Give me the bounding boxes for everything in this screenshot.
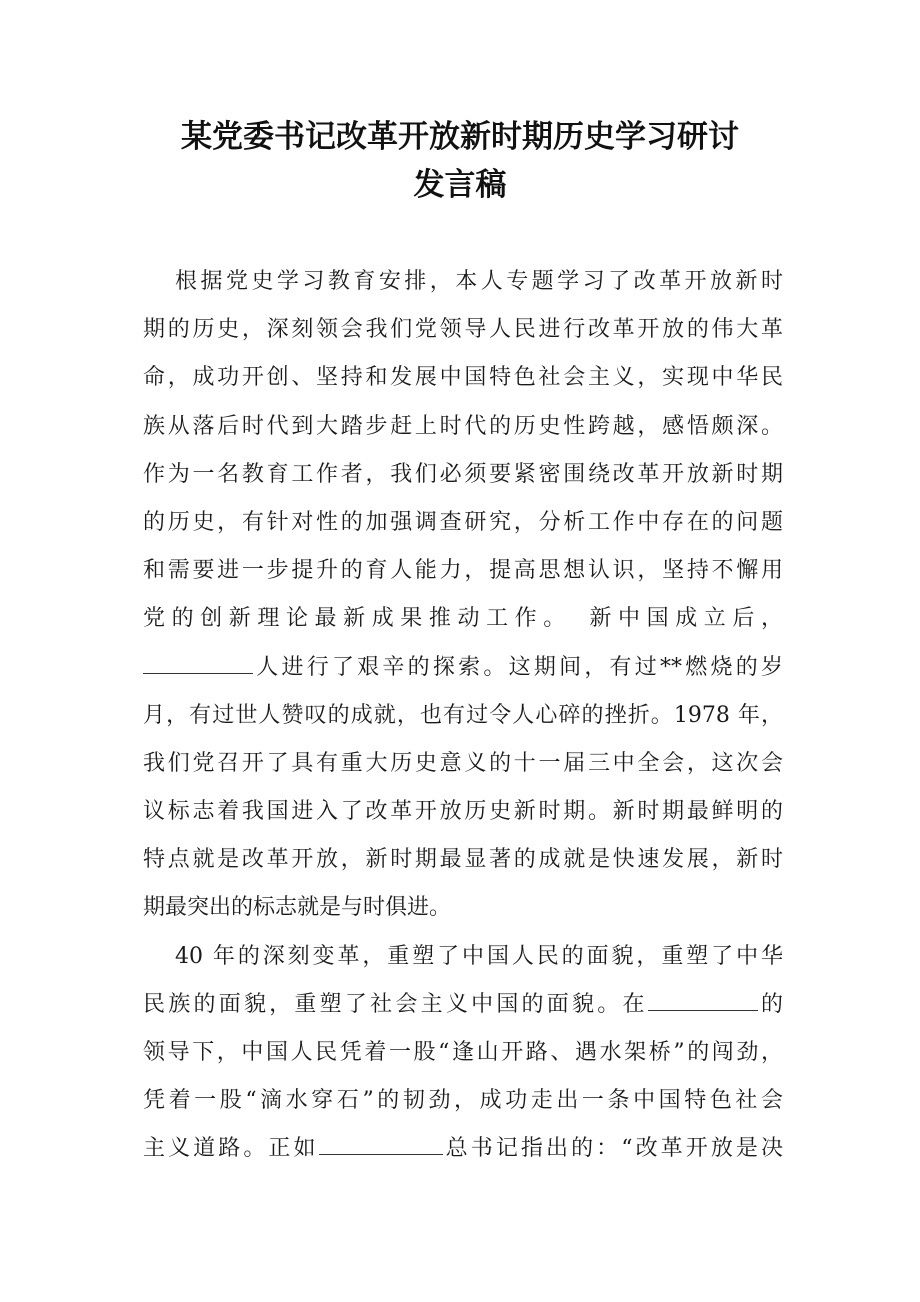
paragraph-1-line: 期最突出的标志就是与时俱进。: [143, 895, 452, 921]
paragraph-1-line: 月，有过世人赞叹的成就，也有过令人心碎的挫折。1978 年，: [143, 702, 783, 728]
paragraph-2-line-with-blank: [143, 1125, 783, 1173]
paragraph-1-line: 命，成功开创、坚持和发展中国特色社会主义，实现中华民: [143, 365, 783, 391]
paragraph-1-line: 作为一名教育工作者，我们必须要紧密围绕改革开放新时期: [143, 461, 783, 487]
paragraph-1-line: 族从落后时代到大踏步赶上时代的历史性跨越，感悟颇深。: [143, 413, 783, 439]
paragraph-1-line: 的历史，有针对性的加强调查研究，分析工作中存在的问题: [143, 509, 783, 535]
paragraph-1-line: 党的创新理论最新成果推动工作。 新中国成立后，: [143, 606, 783, 632]
paragraph-2-line: 凭着一股“滴水穿石”的韧劲，成功走出一条中国特色社会: [143, 1088, 783, 1114]
paragraph-2-line: 40 年的深刻变革，重塑了中国人民的面貌，重塑了中华: [175, 943, 783, 969]
fill-in-blank: [143, 672, 253, 674]
paragraph-2-line-with-blank: [143, 981, 783, 1029]
paragraph-1-line: 根据党史学习教育安排，本人专题学习了改革开放新时: [175, 269, 783, 294]
paragraph-2-line-text: 的: [757, 991, 783, 1017]
paragraph-1-line: 期的历史，深刻领会我们党领导人民进行改革开放的伟大革: [143, 317, 783, 343]
paragraph-1-line-with-blank: [143, 644, 783, 692]
paragraph-2-line-text: 总书记指出的：“改革开放是决: [442, 1136, 783, 1162]
paragraph-1-line: 议标志着我国进入了改革开放历史新时期。新时期最鲜明的: [143, 799, 783, 825]
paragraph-1-line-text: 人进行了艰辛的探索。这期间，有过**燃烧的岁: [253, 654, 783, 680]
paragraph-1-line: 我们党召开了具有重大历史意义的十一届三中全会，这次会: [143, 750, 783, 776]
paragraph-1-line: 特点就是改革开放，新时期最显著的成就是快速发展，新时: [143, 847, 783, 873]
paragraph-2-line: 领导下，中国人民凭着一股“逢山开路、遇水架桥”的闯劲，: [143, 1040, 783, 1065]
paragraph-2-line-text: 主义道路。正如: [143, 1136, 319, 1162]
paragraph-2-line-text: 民族的面貌，重塑了社会主义中国的面貌。在: [143, 991, 648, 1017]
document-body: [143, 258, 783, 1174]
paragraph-1-line: 和需要进一步提升的育人能力，提高思想认识，坚持不懈用: [143, 558, 783, 584]
fill-in-blank: [319, 1153, 443, 1155]
document-title-line-1: 某党委书记改革开放新时期历史学习研讨: [181, 119, 739, 155]
document-title-line-2: 发言稿: [413, 167, 507, 203]
fill-in-blank: [648, 1009, 758, 1011]
